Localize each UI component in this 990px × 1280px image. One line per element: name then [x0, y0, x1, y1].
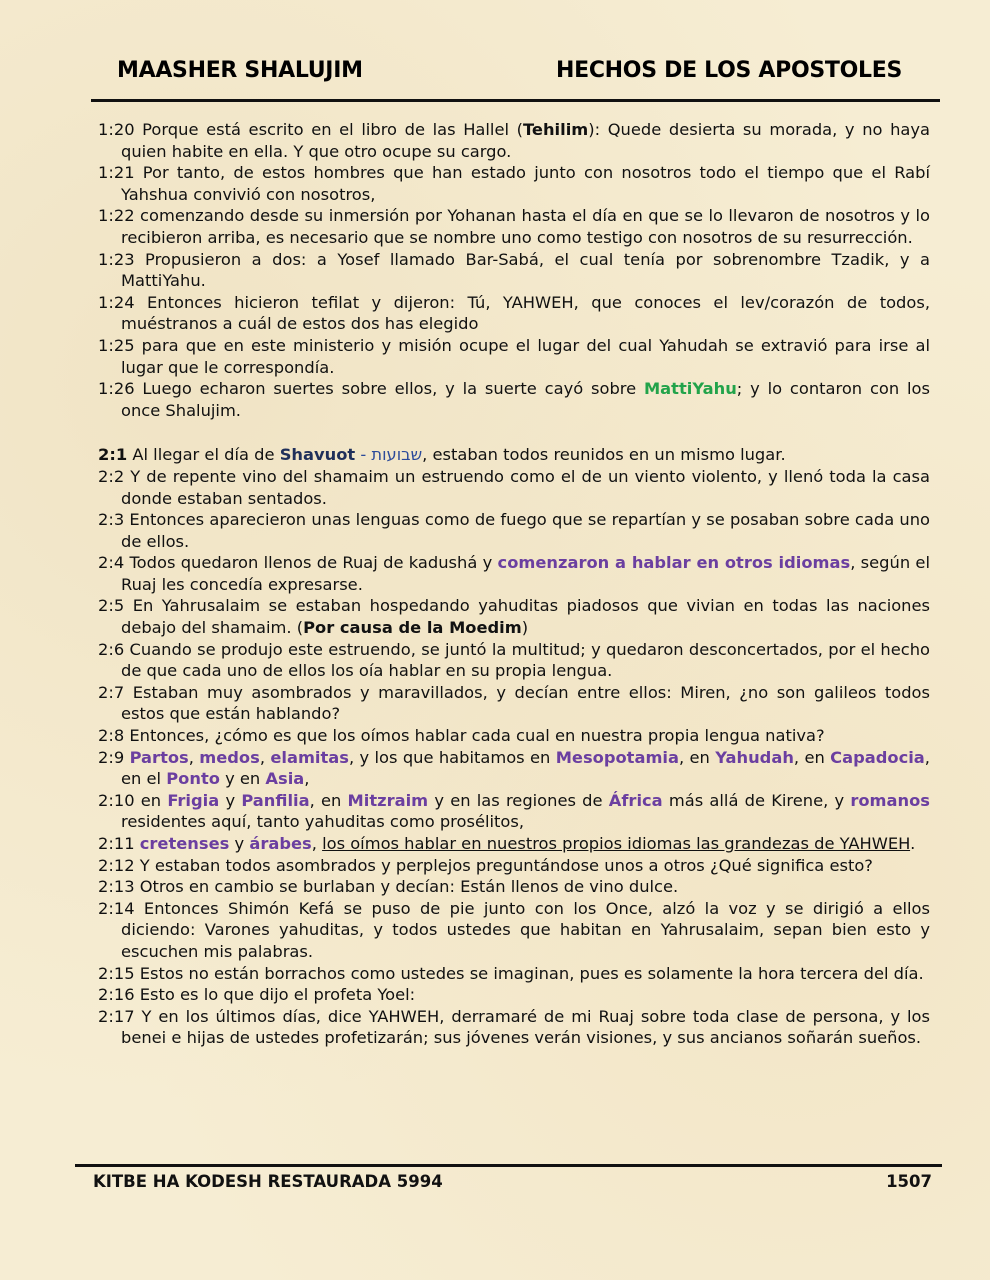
verse-1-20: 1:20 Porque está escrito en el libro de las Hallel (Tehilim): Quede desierta su morada, y no haya quien habite en ella. Y que otro ocupe su cargo.: [98, 120, 931, 161]
verse-2-13: 2:13 Otros en cambio se burlaban y decían: Están llenos de vino dulce.: [98, 877, 679, 897]
verse-1-23: 1:23 Propusieron a dos: a Yosef llamado Bar-Sabá, el cual tenía por sobrenombre Tzadik, y a MattiYahu.: [98, 249, 930, 291]
verse-1-22: 1:22 comenzando desde su inmersión por Yohanan hasta el día en que se lo llevaron de nosotros y lo recibieron arriba, es necesario que se nombre uno como testigo con nosotros de su resurrección.: [98, 206, 930, 247]
scripture-text: [98, 119, 930, 1049]
verse-2-10: 2:10 en Frigia y Panfilia, en Mitzraim y en las regiones de África más allá de Kirene, y romanos residentes aquí, tanto yahuditas como prosélitos,: [98, 790, 930, 832]
verse-2-3: 2:3 Entonces aparecieron unas lenguas como de fuego que se repartían y se posaban sobre cada uno de ellos.: [98, 510, 930, 551]
page-header: [117, 58, 902, 83]
page-number: 1507: [886, 1172, 932, 1191]
verse-2-5: 2:5 En Yahrusalaim se estaban hospedando yahuditas piadosos que vivian en todas las naciones debajo del shamaim. (Por causa de la Moedim): [98, 596, 930, 638]
verse-2-16: 2:16 Esto es lo que dijo el profeta Yoel:: [98, 985, 416, 1005]
verse-1-26: 1:26 Luego echaron suertes sobre ellos, y la suerte cayó sobre MattiYahu; y lo contaron con los once Shalujim.: [98, 379, 930, 420]
verse-2-15: 2:15 Estos no están borrachos como ustedes se imaginan, pues es solamente la hora tercera del día.: [98, 963, 924, 983]
page-footer: [93, 1172, 932, 1191]
verse-1-24: 1:24 Entonces hicieron tefilat y dijeron: Tú, YAHWEH, que conoces el lev/corazón de todos, muéstranos a cuál de estos dos has elegido: [98, 292, 930, 334]
edition-title: KITBE HA KODESH RESTAURADA 5994: [93, 1172, 443, 1191]
verse-2-9: 2:9 Partos, medos, elamitas, y los que habitamos en Mesopotamia, en Yahudah, en Capadocia, en el Ponto y en Asia,: [98, 747, 930, 789]
verse-1-21: 1:21 Por tanto, de estos hombres que han estado junto con nosotros todo el tiempo que el Rabí Yahshua convivió con nosotros,: [98, 163, 930, 204]
verse-2-17: 2:17 Y en los últimos días, dice YAHWEH, derramaré de mi Ruaj sobre toda clase de persona, y los benei e hijas de ustedes profetizarán; sus jóvenes verán visiones, y sus ancianos soñarán sueños.: [98, 1006, 930, 1048]
verse-2-14: 2:14 Entonces Shimón Kefá se puso de pie junto con los Once, alzó la voz y se dirigió a ellos diciendo: Varones yahuditas, y todos ustedes que habitan en Yahrusalaim, sepan bien esto y escuchen mis palabras.: [98, 898, 930, 961]
verse-1-25: 1:25 para que en este ministerio y misión ocupe el lugar del cual Yahudah se extravió para irse al lugar que le correspondía.: [98, 335, 930, 377]
verse-2-8: 2:8 Entonces, ¿cómo es que los oímos hablar cada cual en nuestra propia lengua nativa?: [98, 726, 825, 746]
verse-2-2: 2:2 Y de repente vino del shamaim un estruendo como el de un viento violento, y llenó toda la casa donde estaban sentados.: [98, 466, 930, 508]
header-divider: [91, 99, 940, 102]
book-title-spanish: HECHOS DE LOS APOSTOLES: [556, 58, 902, 83]
verse-2-6: 2:6 Cuando se produjo este estruendo, se juntó la multitud; y quedaron desconcertados, por el hecho de que cada uno de ellos los oía hablar en su propia lengua.: [98, 639, 930, 681]
verse-2-12: 2:12 Y estaban todos asombrados y perplejos preguntándose unos a otros ¿Qué significa esto?: [98, 855, 873, 875]
verse-2-11: 2:11 cretenses y árabes, los oímos hablar en nuestros propios idiomas las grandezas de YAHWEH.: [98, 834, 916, 853]
footer-divider: [75, 1164, 942, 1167]
book-title-hebrew: MAASHER SHALUJIM: [117, 58, 363, 83]
verse-2-4: 2:4 Todos quedaron llenos de Ruaj de kadushá y comenzaron a hablar en otros idiomas, según el Ruaj les concedía expresarse.: [98, 553, 930, 594]
hebrew-shavuot: שבועות: [371, 445, 423, 465]
verse-2-1: 2:1 Al llegar el día de Shavuot - שבועות, estaban todos reunidos en un mismo lugar.: [98, 445, 786, 465]
verse-2-7: 2:7 Estaban muy asombrados y maravillados, y decían entre ellos: Miren, ¿no son galileos todos estos que están hablando?: [98, 682, 930, 724]
chapter-gap: [98, 421, 930, 444]
